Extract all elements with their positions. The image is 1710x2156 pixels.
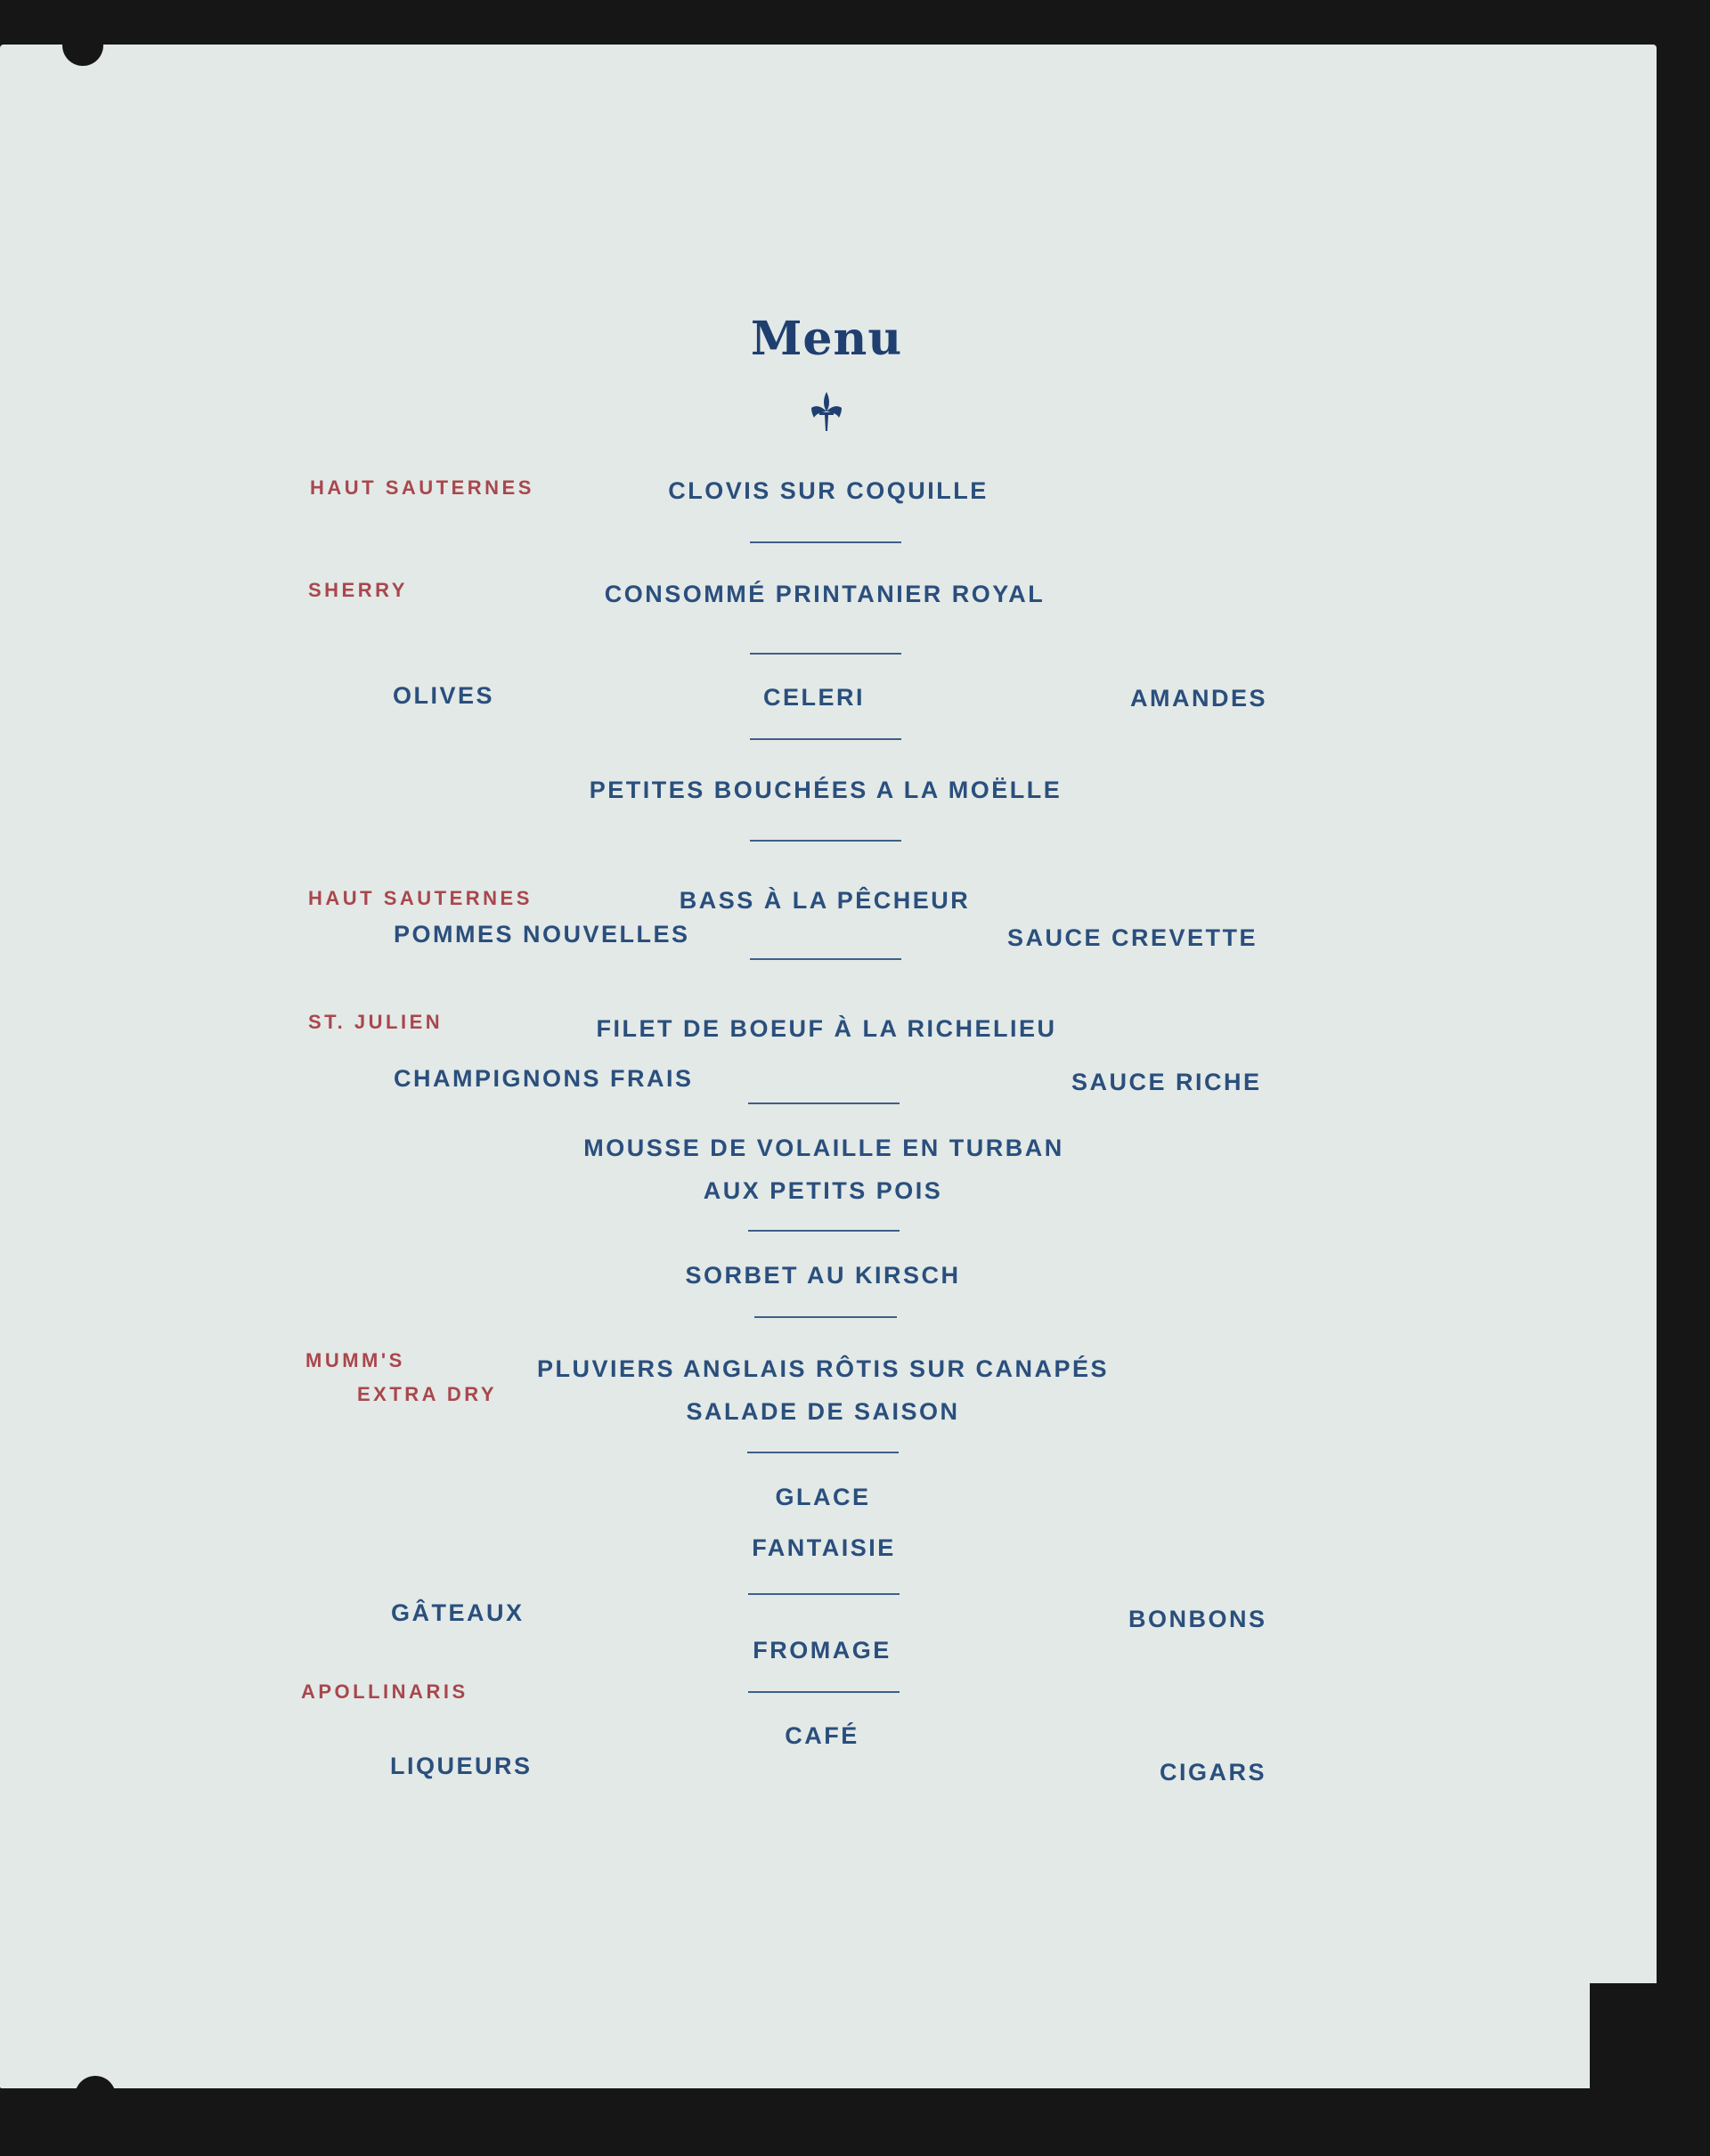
course-divider <box>750 653 901 655</box>
side-sauce-riche: SAUCE RICHE <box>1071 1069 1262 1095</box>
course-divider <box>748 1230 900 1232</box>
course-divider <box>750 958 901 960</box>
wine-haut-sauternes-1: HAUT SAUTERNES <box>310 476 534 499</box>
course-fromage: FROMAGE <box>753 1637 892 1664</box>
side-pommes-nouvelles: POMMES NOUVELLES <box>394 921 690 948</box>
course-cafe: CAFÉ <box>785 1722 859 1749</box>
course-divider <box>750 738 901 740</box>
course-bouchees: PETITES BOUCHÉES A LA MOËLLE <box>589 777 1063 803</box>
course-salade: SALADE DE SAISON <box>686 1398 960 1425</box>
course-divider <box>750 541 901 543</box>
side-gateaux: GÂTEAUX <box>391 1599 525 1626</box>
course-petits-pois: AUX PETITS POIS <box>703 1177 943 1204</box>
side-bonbons: BONBONS <box>1128 1606 1267 1632</box>
bottom-right-corner-cut <box>1590 1983 1661 2099</box>
top-left-notch <box>62 25 103 66</box>
wine-sherry: SHERRY <box>308 579 408 601</box>
course-consomme: CONSOMMÉ PRINTANIER ROYAL <box>604 581 1046 607</box>
side-champignons: CHAMPIGNONS FRAIS <box>394 1065 694 1092</box>
course-divider <box>748 1691 900 1693</box>
side-celeri: CELERI <box>762 684 866 711</box>
side-amandes: AMANDES <box>1130 685 1268 712</box>
side-olives: OLIVES <box>393 682 495 709</box>
side-cigars: CIGARS <box>1160 1759 1267 1786</box>
side-liqueurs: LIQUEURS <box>390 1753 533 1779</box>
side-sauce-crevette: SAUCE CREVETTE <box>1007 924 1258 951</box>
wine-st-julien: ST. JULIEN <box>308 1011 444 1033</box>
wine-mumms: MUMM'S <box>305 1349 405 1371</box>
course-fantaisie: FANTAISIE <box>752 1534 896 1561</box>
course-glace: GLACE <box>775 1484 871 1510</box>
course-filet: FILET DE BOEUF À LA RICHELIEU <box>596 1015 1057 1042</box>
wine-extra-dry: EXTRA DRY <box>357 1383 497 1405</box>
course-bass: BASS À LA PÊCHEUR <box>679 887 971 914</box>
course-pluviers: PLUVIERS ANGLAIS RÔTIS SUR CANAPÉS <box>536 1355 1110 1382</box>
wine-apollinaris: APOLLINARIS <box>301 1680 468 1703</box>
course-divider <box>747 1452 899 1453</box>
bottom-left-notch <box>75 2076 116 2117</box>
menu-title: Menu <box>750 312 903 366</box>
course-sorbet: SORBET AU KIRSCH <box>685 1262 961 1289</box>
course-divider <box>748 1593 900 1595</box>
course-mousse: MOUSSE DE VOLAILLE EN TURBAN <box>583 1135 1064 1161</box>
course-divider <box>748 1102 900 1104</box>
course-clovis: CLOVIS SUR COQUILLE <box>668 477 989 504</box>
fleur-de-lis-icon <box>809 390 844 433</box>
wine-haut-sauternes-2: HAUT SAUTERNES <box>308 887 533 909</box>
course-divider <box>750 840 901 842</box>
course-divider <box>754 1316 897 1318</box>
